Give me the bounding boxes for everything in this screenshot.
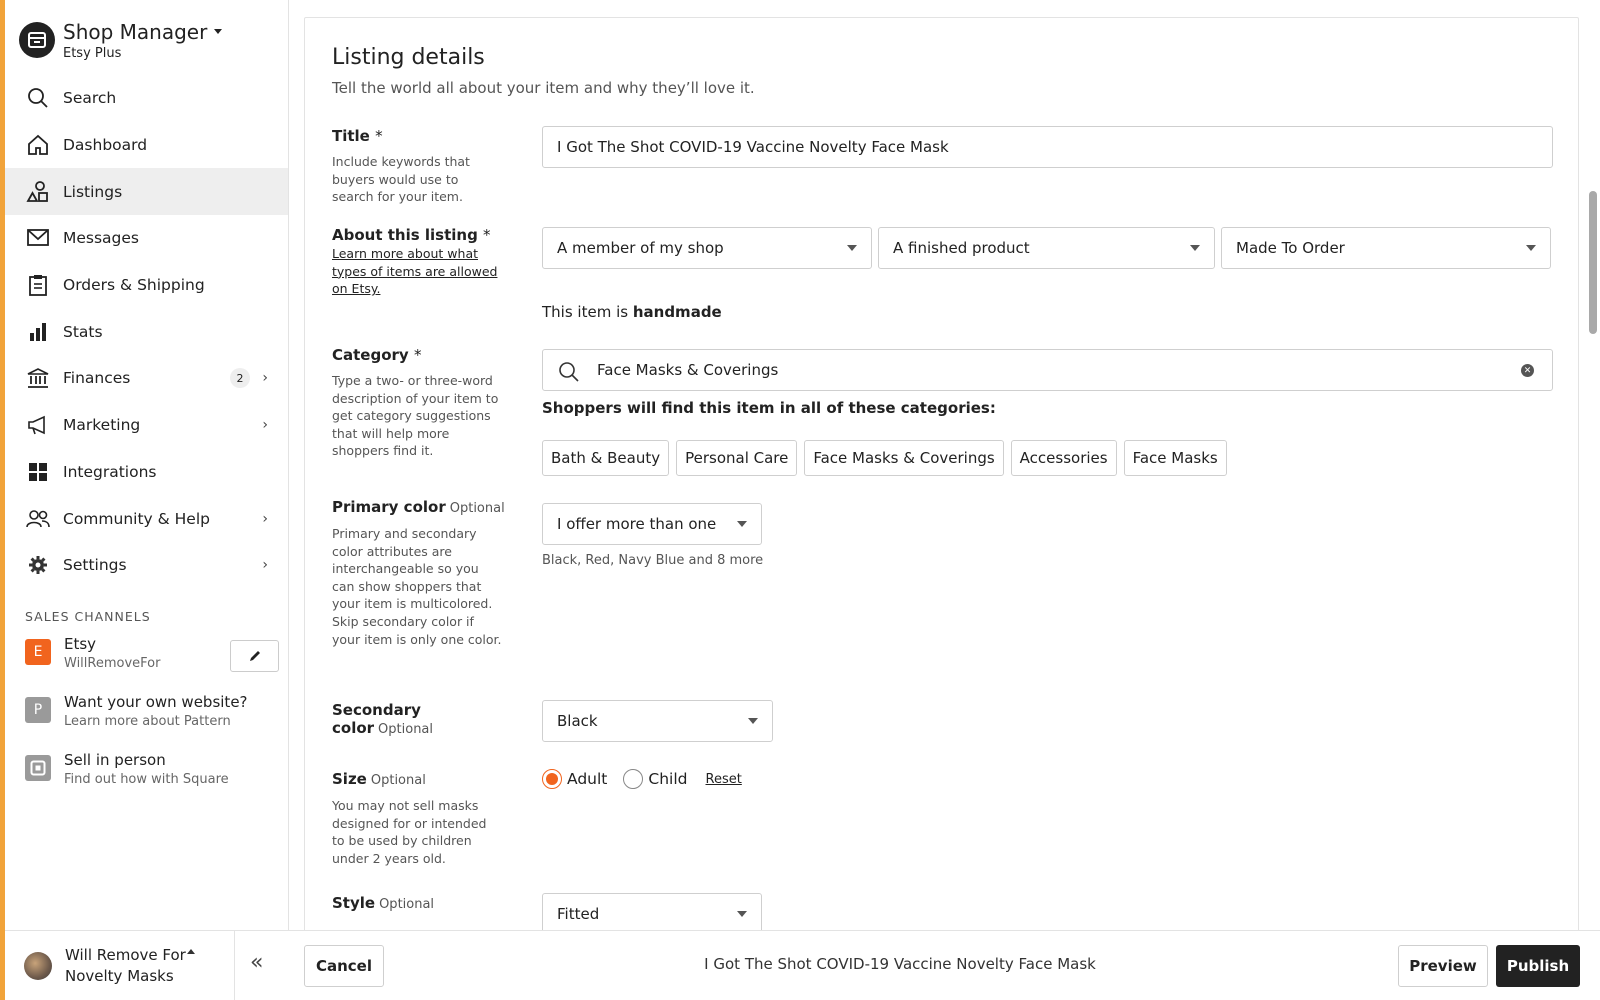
sidebar-item-label: Marketing — [63, 416, 141, 435]
collapse-sidebar-icon[interactable]: « — [250, 950, 264, 975]
pattern-badge: P — [25, 697, 51, 723]
title-input[interactable]: I Got The Shot COVID-19 Vaccine Novelty Face Mask — [542, 126, 1553, 168]
primary-color-summary: Black, Red, Navy Blue and 8 more — [542, 553, 764, 568]
about-label: About this listing * — [332, 226, 491, 244]
sidebar-item-integrations[interactable] — [5, 449, 288, 496]
search-icon — [557, 360, 581, 388]
category-chip: Face Masks — [1124, 440, 1227, 476]
category-chip: Face Masks & Coverings — [804, 440, 1003, 476]
who-made-select[interactable]: A member of my shop — [542, 227, 872, 269]
channel-etsy[interactable] — [25, 635, 160, 671]
caret-up-icon[interactable] — [187, 949, 195, 954]
size-adult-radio[interactable]: Adult — [542, 769, 607, 789]
notification-badge: 2 — [230, 368, 250, 388]
sidebar-item-label: Integrations — [63, 462, 157, 481]
section-subtitle: Tell the world all about your item and why they’ll love it. — [332, 79, 755, 97]
grid-icon — [25, 459, 51, 485]
caret-down-icon — [847, 245, 857, 251]
scrollbar[interactable] — [1586, 0, 1600, 930]
category-chip: Accessories — [1011, 440, 1117, 476]
secondary-color-select[interactable]: Black — [542, 700, 773, 742]
channel-name: Sell in person — [64, 751, 166, 769]
gear-icon — [25, 552, 51, 578]
sidebar-item-finances[interactable] — [5, 355, 288, 402]
sales-channels-heading: SALES CHANNELS — [25, 609, 151, 624]
size-help: You may not sell masks designed for or intended to be used by children under 2 years old. — [332, 798, 487, 866]
channel-sub: Find out how with Square — [64, 772, 229, 787]
category-chips — [542, 440, 1227, 476]
sidebar-item-marketing[interactable] — [5, 402, 288, 449]
category-chip: Personal Care — [676, 440, 797, 476]
sidebar-item-orders[interactable] — [5, 262, 288, 309]
caret-down-icon — [214, 29, 222, 34]
clear-icon[interactable]: ✕ — [1521, 364, 1534, 377]
title-label: Title * — [332, 127, 383, 145]
primary-color-select[interactable]: I offer more than one — [542, 503, 762, 545]
channel-square[interactable] — [25, 751, 229, 787]
listing-details-card — [304, 17, 1579, 930]
size-radio-group — [542, 769, 742, 789]
people-icon — [25, 506, 51, 532]
publish-button[interactable]: Publish — [1496, 945, 1580, 987]
sidebar-item-label: Listings — [63, 182, 123, 201]
sidebar-item-dashboard[interactable] — [5, 122, 288, 169]
shapes-icon — [25, 179, 51, 205]
sidebar-item-label: Dashboard — [63, 136, 148, 155]
radio-unchecked-icon — [623, 769, 643, 789]
about-help-link[interactable]: Learn more about what types of items are allowed on Etsy. — [332, 246, 498, 297]
megaphone-icon — [25, 412, 51, 438]
what-is-it-select[interactable]: A finished product — [878, 227, 1215, 269]
sidebar-item-label: Community & Help — [63, 509, 210, 528]
sidebar-item-listings[interactable] — [5, 168, 288, 215]
avatar — [24, 952, 52, 980]
style-select[interactable]: Fitted — [542, 893, 762, 930]
handmade-note: This item is handmade — [542, 303, 722, 321]
size-label: Size Optional — [332, 770, 426, 788]
sidebar-nav — [5, 75, 288, 589]
title-help: Include keywords that buyers would use to search for your item. — [332, 154, 470, 205]
shop-logo-icon — [19, 22, 55, 58]
bottom-bar — [5, 930, 1600, 1000]
shop-switcher[interactable] — [19, 18, 222, 62]
channel-name: Want your own website? — [64, 693, 248, 711]
secondary-color-label: Secondary color Optional — [332, 701, 434, 737]
channel-pattern[interactable] — [25, 693, 248, 729]
sidebar — [5, 0, 289, 930]
sidebar-item-label: Settings — [63, 556, 127, 575]
category-search-input[interactable]: Face Masks & Coverings ✕ — [542, 349, 1553, 391]
listing-title-preview: I Got The Shot COVID-19 Vaccine Novelty Face Mask — [704, 955, 1096, 973]
shop-plan: Etsy Plus — [63, 45, 122, 61]
style-label: Style Optional — [332, 894, 435, 912]
size-child-radio[interactable]: Child — [623, 769, 687, 789]
when-made-select[interactable]: Made To Order — [1221, 227, 1551, 269]
sidebar-item-community[interactable] — [5, 495, 288, 542]
caret-down-icon — [737, 911, 747, 917]
chevron-right-icon: › — [262, 557, 268, 574]
radio-checked-icon — [542, 769, 562, 789]
sidebar-item-label: Finances — [63, 369, 131, 388]
chevron-right-icon: › — [262, 510, 268, 527]
sidebar-item-stats[interactable] — [5, 308, 288, 355]
divider — [234, 931, 235, 1000]
chevron-right-icon: › — [262, 370, 268, 387]
sidebar-item-label: Stats — [63, 322, 103, 341]
caret-down-icon — [1526, 245, 1536, 251]
sidebar-item-label: Search — [63, 89, 117, 108]
primary-color-help: Primary and secondary color attributes are interchangeable so you can show shoppers that your item is multicolored. Skip secondary color if your item is only one color. — [332, 526, 502, 647]
sidebar-item-label: Messages — [63, 229, 140, 248]
sidebar-item-settings[interactable] — [5, 542, 288, 589]
clipboard-icon — [25, 272, 51, 298]
etsy-badge: E — [25, 639, 51, 665]
cancel-button[interactable]: Cancel — [304, 945, 384, 987]
category-chip: Bath & Beauty — [542, 440, 669, 476]
channel-sub: WillRemoveFor — [64, 656, 161, 671]
sidebar-item-search[interactable] — [5, 75, 288, 122]
pencil-icon — [248, 649, 262, 663]
envelope-icon — [25, 225, 51, 251]
user-name: Will Remove For Novelty Masks — [65, 946, 186, 985]
primary-color-label: Primary color Optional — [332, 498, 505, 516]
caret-down-icon — [1190, 245, 1200, 251]
search-icon — [25, 85, 51, 111]
category-label: Category * — [332, 346, 422, 364]
square-icon — [25, 755, 51, 781]
category-help: Type a two- or three-word description of your item to get category suggestions that will help more shoppers find it. — [332, 373, 499, 459]
shop-title: Shop Manager — [63, 19, 208, 44]
bar-chart-icon — [25, 319, 51, 345]
main-content[interactable] — [289, 0, 1600, 930]
account-menu[interactable] — [24, 945, 205, 987]
chevron-right-icon: › — [262, 417, 268, 434]
channel-sub: Learn more about Pattern — [64, 714, 231, 729]
size-reset-link[interactable]: Reset — [705, 771, 742, 787]
bank-icon — [25, 365, 51, 391]
channel-name: Etsy — [64, 635, 97, 653]
scrollbar-thumb[interactable] — [1589, 191, 1597, 334]
preview-button[interactable]: Preview — [1398, 945, 1488, 987]
section-title: Listing details — [332, 45, 485, 70]
sidebar-item-label: Orders & Shipping — [63, 276, 205, 295]
category-note: Shoppers will find this item in all of these categories: — [542, 399, 996, 417]
caret-down-icon — [737, 521, 747, 527]
home-icon — [25, 132, 51, 158]
caret-down-icon — [748, 718, 758, 724]
edit-channel-button[interactable] — [230, 640, 279, 672]
sidebar-item-messages[interactable] — [5, 215, 288, 262]
